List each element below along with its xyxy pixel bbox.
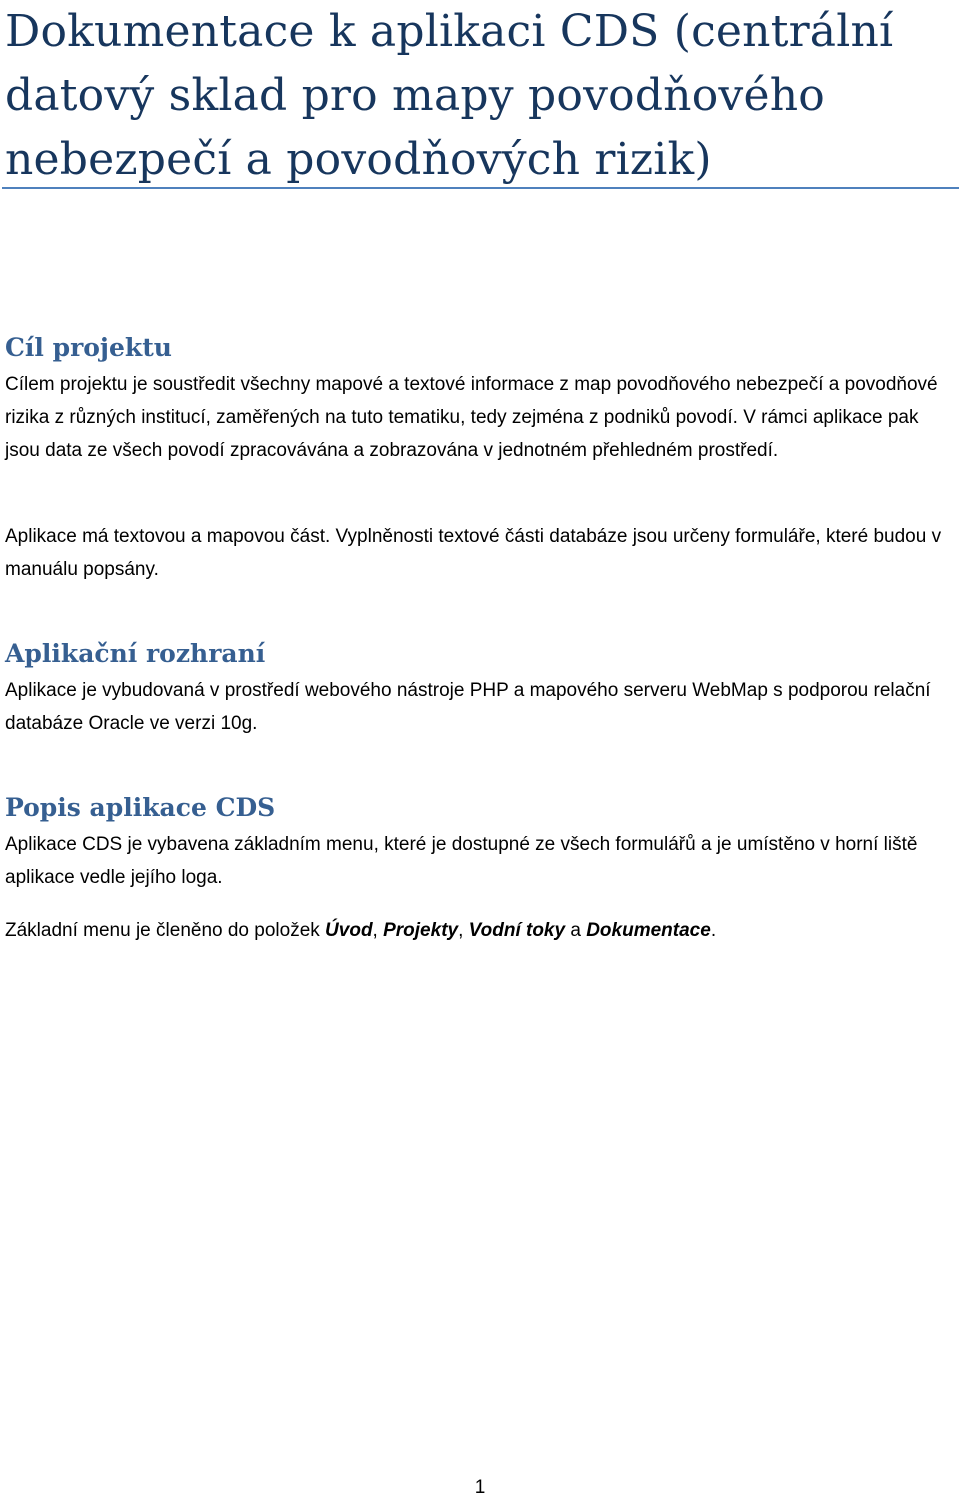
- section-heading-interface: Aplikační rozhraní: [5, 639, 266, 668]
- title-underline-divider: [2, 187, 959, 189]
- section-heading-description: Popis aplikace CDS: [5, 793, 276, 822]
- section-heading-goal: Cíl projektu: [5, 333, 172, 362]
- description-paragraph-1: Aplikace CDS je vybavena základním menu, které je dostupné ze všech formulářů a je umístěno v horní liště aplikace vedle jejího loga.: [5, 834, 918, 888]
- menu-item-dokumentace: Dokumentace: [586, 920, 711, 941]
- menu-item-projekty: Projekty: [383, 920, 459, 941]
- document-title: Dokumentace k aplikaci CDS (centrální datový sklad pro mapy povodňového nebezpečí a povodňových rizik): [5, 6, 894, 185]
- menu-sentence-separator: ,: [372, 920, 384, 941]
- goal-paragraph-1: Cílem projektu je soustředit všechny mapové a textové informace z map povodňového nebezpečí a povodňové rizika z různých institucí, zaměřených na tuto tematiku, tedy zejména z podniků povodí. V rámci aplikace pak jsou data ze všech povodí zpracovávána a zobrazována v jednotném přehledném prostředí.: [5, 374, 938, 461]
- description-menu-paragraph: [5, 914, 945, 947]
- menu-item-vodni-toky: Vodní toky: [468, 920, 566, 941]
- goal-paragraph-2: Aplikace má textovou a mapovou část. Vyplněnosti textové části databáze jsou určeny formuláře, které budou v manuálu popsány.: [5, 526, 942, 580]
- interface-paragraph-1: Aplikace je vybudovaná v prostředí webového nástroje PHP a mapového serveru WebMap s podporou relační databáze Oracle ve verzi 10g.: [5, 680, 931, 734]
- menu-sentence-separator: ,: [458, 920, 469, 941]
- page-number: 1: [474, 1477, 486, 1498]
- menu-sentence-separator: a: [565, 920, 587, 941]
- menu-sentence-suffix: .: [710, 920, 717, 941]
- menu-item-uvod: Úvod: [325, 920, 373, 941]
- menu-sentence-prefix: Základní menu je členěno do položek: [5, 920, 326, 941]
